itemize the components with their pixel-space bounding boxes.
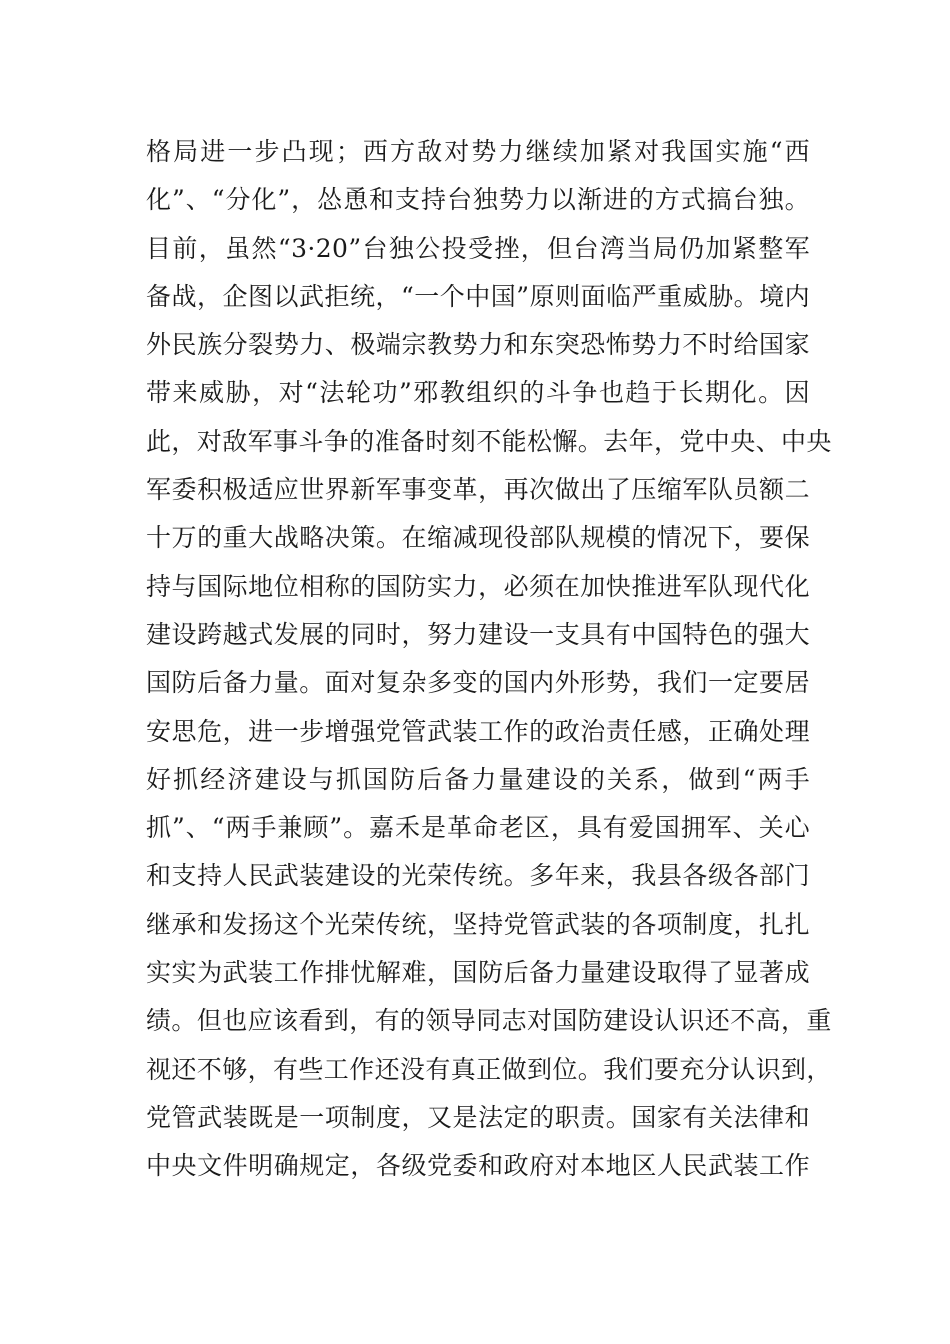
text-line: 军委积极适应世界新军事变革，再次做出了压缩军队员额二 — [146, 475, 810, 505]
text-line: 党管武装既是一项制度，又是法定的职责。国家有关法律和 — [146, 1102, 810, 1132]
text-line: 带来威胁，对“法轮功”邪教组织的斗争也趋于长期化。因 — [146, 378, 810, 408]
text-line: 建设跨越式发展的同时，努力建设一支具有中国特色的强大 — [146, 619, 810, 649]
text-line: 继承和发扬这个光荣传统，坚持党管武装的各项制度，扎扎 — [146, 909, 810, 939]
text-line: 格局进一步凸现；西方敌对势力继续加紧对我国实施“西 — [146, 137, 810, 166]
text-line: 和支持人民武装建设的光荣传统。多年来，我县各级各部门 — [146, 861, 810, 891]
text-line: 绩。但也应该看到，有的领导同志对国防建设认识还不高，重 — [146, 1006, 832, 1036]
text-line: 中央文件明确规定，各级党委和政府对本地区人民武装工作 — [146, 1151, 810, 1181]
text-line: 十万的重大战略决策。在缩减现役部队规模的情况下，要保 — [146, 523, 810, 553]
text-line: 好抓经济建设与抓国防后备力量建设的关系，做到“两手 — [146, 764, 810, 794]
text-line: 此，对敌军事斗争的准备时刻不能松懈。去年，党中央、中央 — [146, 426, 832, 456]
text-line: 外民族分裂势力、极端宗教势力和东突恐怖势力不时给国家 — [146, 330, 810, 360]
text-line: 持与国际地位相称的国防实力，必须在加快推进军队现代化 — [146, 571, 810, 601]
text-line: 实实为武装工作排忧解难，国防后备力量建设取得了显著成 — [146, 958, 810, 988]
body-paragraph — [146, 128, 832, 1191]
text-line: 目前，虽然“3·20”台独公投受挫，但台湾当局仍加紧整军 — [146, 233, 810, 263]
text-line: 安思危，进一步增强党管武装工作的政治责任感，正确处理 — [146, 716, 810, 746]
text-line: 国防后备力量。面对复杂多变的国内外形势，我们一定要居 — [146, 668, 810, 698]
text-line: 备战，企图以武拒统，“一个中国”原则面临严重威胁。境内 — [146, 281, 810, 311]
text-line: 抓”、“两手兼顾”。嘉禾是革命老区，具有爱国拥军、关心 — [146, 813, 810, 843]
text-line: 视还不够，有些工作还没有真正做到位。我们要充分认识到， — [146, 1054, 832, 1084]
text-line: 化”、“分化”，怂恿和支持台独势力以渐进的方式搞台独。 — [146, 185, 810, 215]
